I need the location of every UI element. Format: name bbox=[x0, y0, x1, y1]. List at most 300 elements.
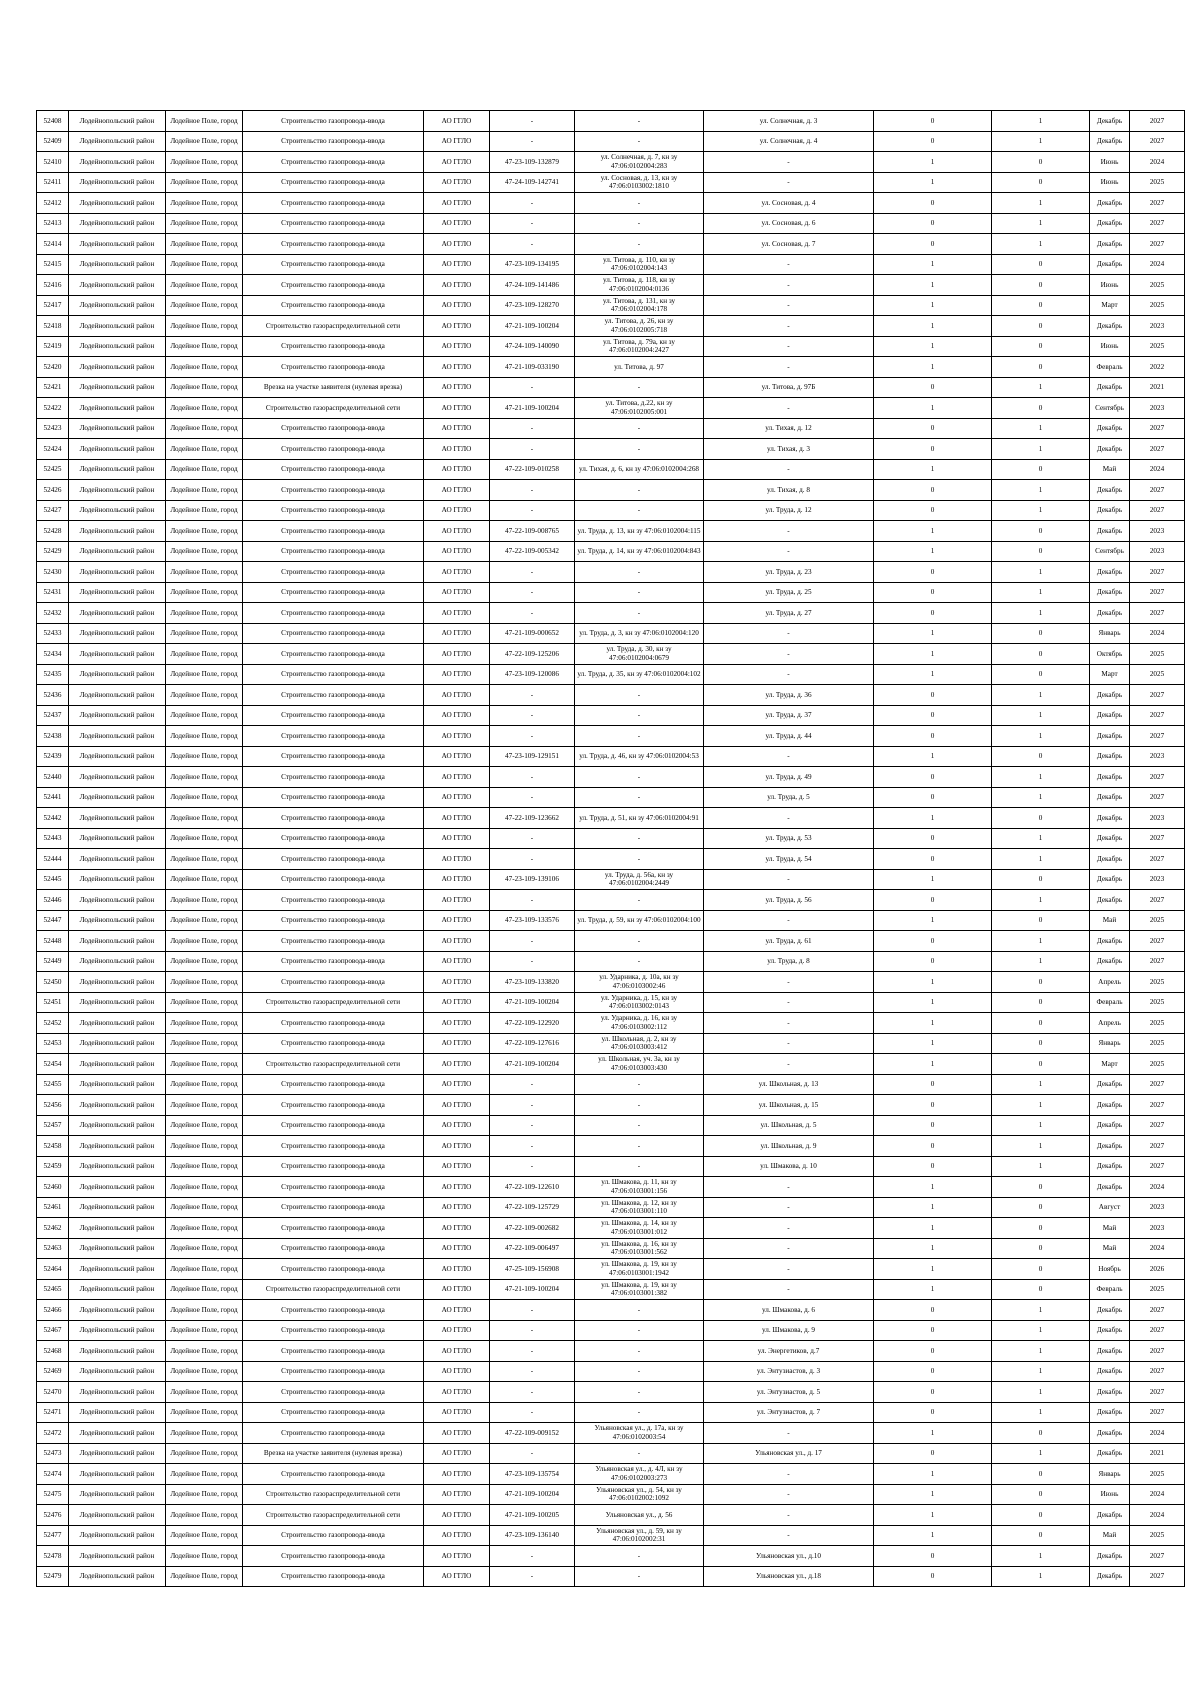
year-cell: 2027 bbox=[1130, 951, 1185, 972]
registered-address-cell: ул. Титова, д.22, кн зу 47:06:0102005:001 bbox=[575, 398, 704, 419]
district-cell: Лодейнопольский район bbox=[69, 1505, 166, 1526]
document-page bbox=[36, 110, 1164, 1587]
connected-count-cell: 0 bbox=[874, 213, 992, 234]
table-row bbox=[37, 213, 1185, 234]
work-type-cell: Строительство газопровода-ввода bbox=[243, 808, 424, 829]
work-type-cell: Строительство газопровода-ввода bbox=[243, 1136, 424, 1157]
district-cell: Лодейнопольский район bbox=[69, 111, 166, 132]
district-cell: Лодейнопольский район bbox=[69, 808, 166, 829]
planned-count-cell: 0 bbox=[992, 357, 1090, 378]
application-number-cell: - bbox=[490, 234, 575, 255]
organization-cell: АО ГГЛО bbox=[424, 521, 490, 542]
work-type-cell: Врезка на участке заявителя (нулевая врезка) bbox=[243, 377, 424, 398]
row-number-cell: 52435 bbox=[37, 664, 69, 685]
month-cell: Декабрь bbox=[1090, 1074, 1130, 1095]
month-cell: Декабрь bbox=[1090, 439, 1130, 460]
table-row bbox=[37, 275, 1185, 296]
application-number-cell: 47-22-109-005342 bbox=[490, 541, 575, 562]
table-row bbox=[37, 111, 1185, 132]
district-cell: Лодейнопольский район bbox=[69, 152, 166, 173]
settlement-cell: Лодейное Поле, город bbox=[166, 1320, 243, 1341]
work-type-cell: Строительство газопровода-ввода bbox=[243, 705, 424, 726]
connected-count-cell: 0 bbox=[874, 951, 992, 972]
registered-address-cell: - bbox=[575, 1443, 704, 1464]
row-number-cell: 52456 bbox=[37, 1095, 69, 1116]
organization-cell: АО ГГЛО bbox=[424, 1156, 490, 1177]
year-cell: 2027 bbox=[1130, 1156, 1185, 1177]
month-cell: Декабрь bbox=[1090, 377, 1130, 398]
month-cell: Декабрь bbox=[1090, 890, 1130, 911]
settlement-cell: Лодейное Поле, город bbox=[166, 808, 243, 829]
registered-address-cell: - bbox=[575, 787, 704, 808]
planned-count-cell: 1 bbox=[992, 213, 1090, 234]
registered-address-cell: ул. Труда, д. 59, кн зу 47:06:0102004:100 bbox=[575, 910, 704, 931]
settlement-cell: Лодейное Поле, город bbox=[166, 418, 243, 439]
month-cell: Декабрь bbox=[1090, 418, 1130, 439]
table-row bbox=[37, 1115, 1185, 1136]
planned-address-cell: - bbox=[704, 295, 874, 316]
organization-cell: АО ГГЛО bbox=[424, 705, 490, 726]
planned-count-cell: 0 bbox=[992, 398, 1090, 419]
year-cell: 2025 bbox=[1130, 992, 1185, 1013]
work-type-cell: Строительство газопровода-ввода bbox=[243, 582, 424, 603]
application-number-cell: - bbox=[490, 213, 575, 234]
registered-address-cell: - bbox=[575, 705, 704, 726]
registered-address-cell: - bbox=[575, 603, 704, 624]
year-cell: 2027 bbox=[1130, 767, 1185, 788]
district-cell: Лодейнопольский район bbox=[69, 787, 166, 808]
table-row bbox=[37, 1566, 1185, 1587]
organization-cell: АО ГГЛО bbox=[424, 1484, 490, 1505]
table-row bbox=[37, 1341, 1185, 1362]
district-cell: Лодейнопольский район bbox=[69, 1259, 166, 1280]
registered-address-cell: ул. Труда, д. 46, кн зу 47:06:0102004:53 bbox=[575, 746, 704, 767]
registered-address-cell: ул. Шмакова, д. 12, кн зу 47:06:0103001:110 bbox=[575, 1197, 704, 1218]
planned-address-cell: - bbox=[704, 459, 874, 480]
work-type-cell: Строительство газопровода-ввода bbox=[243, 1197, 424, 1218]
organization-cell: АО ГГЛО bbox=[424, 726, 490, 747]
planned-count-cell: 1 bbox=[992, 193, 1090, 214]
registered-address-cell: - bbox=[575, 828, 704, 849]
table-row bbox=[37, 910, 1185, 931]
work-type-cell: Строительство газопровода-ввода bbox=[243, 890, 424, 911]
row-number-cell: 52436 bbox=[37, 685, 69, 706]
planned-address-cell: - bbox=[704, 336, 874, 357]
settlement-cell: Лодейное Поле, город bbox=[166, 1566, 243, 1587]
application-number-cell: - bbox=[490, 439, 575, 460]
connected-count-cell: 0 bbox=[874, 1115, 992, 1136]
row-number-cell: 52422 bbox=[37, 398, 69, 419]
connected-count-cell: 1 bbox=[874, 1279, 992, 1300]
registered-address-cell: ул. Труда, д. 56а, кн зу 47:06:0102004:2449 bbox=[575, 869, 704, 890]
organization-cell: АО ГГЛО bbox=[424, 1218, 490, 1239]
planned-count-cell: 1 bbox=[992, 1546, 1090, 1567]
settlement-cell: Лодейное Поле, город bbox=[166, 623, 243, 644]
planned-count-cell: 1 bbox=[992, 1320, 1090, 1341]
year-cell: 2027 bbox=[1130, 1300, 1185, 1321]
organization-cell: АО ГГЛО bbox=[424, 1033, 490, 1054]
month-cell: Декабрь bbox=[1090, 1382, 1130, 1403]
row-number-cell: 52454 bbox=[37, 1054, 69, 1075]
planned-count-cell: 0 bbox=[992, 1013, 1090, 1034]
table-row bbox=[37, 705, 1185, 726]
table-row bbox=[37, 623, 1185, 644]
table-row bbox=[37, 357, 1185, 378]
registered-address-cell: - bbox=[575, 439, 704, 460]
district-cell: Лодейнопольский район bbox=[69, 746, 166, 767]
connected-count-cell: 0 bbox=[874, 480, 992, 501]
row-number-cell: 52423 bbox=[37, 418, 69, 439]
planned-address-cell: - bbox=[704, 1197, 874, 1218]
planned-count-cell: 0 bbox=[992, 623, 1090, 644]
settlement-cell: Лодейное Поле, город bbox=[166, 357, 243, 378]
year-cell: 2027 bbox=[1130, 1136, 1185, 1157]
year-cell: 2027 bbox=[1130, 1095, 1185, 1116]
connected-count-cell: 0 bbox=[874, 111, 992, 132]
registered-address-cell: - bbox=[575, 1546, 704, 1567]
table-body bbox=[37, 111, 1185, 1587]
connected-count-cell: 1 bbox=[874, 254, 992, 275]
connected-count-cell: 1 bbox=[874, 1505, 992, 1526]
connected-count-cell: 1 bbox=[874, 1054, 992, 1075]
connected-count-cell: 1 bbox=[874, 664, 992, 685]
month-cell: Июнь bbox=[1090, 336, 1130, 357]
registered-address-cell: ул. Труда, д. 51, кн зу 47:06:0102004:91 bbox=[575, 808, 704, 829]
year-cell: 2024 bbox=[1130, 254, 1185, 275]
year-cell: 2024 bbox=[1130, 623, 1185, 644]
work-type-cell: Строительство газопровода-ввода bbox=[243, 1382, 424, 1403]
connected-count-cell: 0 bbox=[874, 1361, 992, 1382]
settlement-cell: Лодейное Поле, город bbox=[166, 992, 243, 1013]
table-row bbox=[37, 172, 1185, 193]
district-cell: Лодейнопольский район bbox=[69, 562, 166, 583]
registered-address-cell: - bbox=[575, 726, 704, 747]
organization-cell: АО ГГЛО bbox=[424, 459, 490, 480]
application-number-cell: 47-23-109-136140 bbox=[490, 1525, 575, 1546]
work-type-cell: Строительство газопровода-ввода bbox=[243, 275, 424, 296]
work-type-cell: Строительство газопровода-ввода bbox=[243, 1095, 424, 1116]
work-type-cell: Строительство газопровода-ввода bbox=[243, 213, 424, 234]
work-type-cell: Строительство газопровода-ввода bbox=[243, 1320, 424, 1341]
table-row bbox=[37, 1054, 1185, 1075]
application-number-cell: - bbox=[490, 931, 575, 952]
work-type-cell: Строительство газопровода-ввода bbox=[243, 500, 424, 521]
settlement-cell: Лодейное Поле, город bbox=[166, 521, 243, 542]
connected-count-cell: 1 bbox=[874, 1218, 992, 1239]
connected-count-cell: 1 bbox=[874, 521, 992, 542]
planned-count-cell: 1 bbox=[992, 377, 1090, 398]
month-cell: Декабрь bbox=[1090, 705, 1130, 726]
application-number-cell: 47-22-109-122610 bbox=[490, 1177, 575, 1198]
month-cell: Декабрь bbox=[1090, 1300, 1130, 1321]
work-type-cell: Строительство газопровода-ввода bbox=[243, 1033, 424, 1054]
district-cell: Лодейнопольский район bbox=[69, 972, 166, 993]
year-cell: 2027 bbox=[1130, 931, 1185, 952]
month-cell: Декабрь bbox=[1090, 1177, 1130, 1198]
month-cell: Май bbox=[1090, 1525, 1130, 1546]
registered-address-cell: - bbox=[575, 131, 704, 152]
planned-address-cell: ул. Труда, д. 44 bbox=[704, 726, 874, 747]
registered-address-cell: ул. Титова, д. 26, кн зу 47:06:0102005:718 bbox=[575, 316, 704, 337]
registered-address-cell: ул. Сосновая, д. 13, кн зу 47:06:0103002:1810 bbox=[575, 172, 704, 193]
row-number-cell: 52439 bbox=[37, 746, 69, 767]
district-cell: Лодейнопольский район bbox=[69, 931, 166, 952]
work-type-cell: Строительство газопровода-ввода bbox=[243, 767, 424, 788]
registered-address-cell: ул. Титова, д. 79а, кн зу 47:06:0102004:2427 bbox=[575, 336, 704, 357]
row-number-cell: 52412 bbox=[37, 193, 69, 214]
planned-address-cell: - bbox=[704, 1423, 874, 1444]
district-cell: Лодейнопольский район bbox=[69, 172, 166, 193]
district-cell: Лодейнопольский район bbox=[69, 1443, 166, 1464]
year-cell: 2023 bbox=[1130, 746, 1185, 767]
connected-count-cell: 0 bbox=[874, 1402, 992, 1423]
table-row bbox=[37, 1525, 1185, 1546]
planned-count-cell: 1 bbox=[992, 603, 1090, 624]
organization-cell: АО ГГЛО bbox=[424, 1382, 490, 1403]
settlement-cell: Лодейное Поле, город bbox=[166, 664, 243, 685]
month-cell: Март bbox=[1090, 1054, 1130, 1075]
organization-cell: АО ГГЛО bbox=[424, 808, 490, 829]
district-cell: Лодейнопольский район bbox=[69, 295, 166, 316]
work-type-cell: Строительство газопровода-ввода bbox=[243, 849, 424, 870]
table-row bbox=[37, 152, 1185, 173]
planned-address-cell: ул. Солнечная, д. 3 bbox=[704, 111, 874, 132]
table-row bbox=[37, 500, 1185, 521]
planned-count-cell: 0 bbox=[992, 972, 1090, 993]
planned-count-cell: 1 bbox=[992, 480, 1090, 501]
application-number-cell: - bbox=[490, 1402, 575, 1423]
planned-address-cell: - bbox=[704, 746, 874, 767]
month-cell: Июнь bbox=[1090, 152, 1130, 173]
year-cell: 2027 bbox=[1130, 1074, 1185, 1095]
registered-address-cell: - bbox=[575, 849, 704, 870]
planned-address-cell: ул. Труда, д. 49 bbox=[704, 767, 874, 788]
planned-address-cell: - bbox=[704, 1484, 874, 1505]
row-number-cell: 52430 bbox=[37, 562, 69, 583]
settlement-cell: Лодейное Поле, город bbox=[166, 787, 243, 808]
settlement-cell: Лодейное Поле, город bbox=[166, 213, 243, 234]
table-row bbox=[37, 398, 1185, 419]
year-cell: 2027 bbox=[1130, 603, 1185, 624]
month-cell: Декабрь bbox=[1090, 316, 1130, 337]
table-row bbox=[37, 1156, 1185, 1177]
row-number-cell: 52475 bbox=[37, 1484, 69, 1505]
year-cell: 2027 bbox=[1130, 890, 1185, 911]
district-cell: Лодейнопольский район bbox=[69, 1095, 166, 1116]
organization-cell: АО ГГЛО bbox=[424, 1566, 490, 1587]
application-number-cell: 47-21-109-100204 bbox=[490, 1484, 575, 1505]
settlement-cell: Лодейное Поле, город bbox=[166, 746, 243, 767]
year-cell: 2025 bbox=[1130, 1013, 1185, 1034]
year-cell: 2025 bbox=[1130, 1054, 1185, 1075]
planned-address-cell: - bbox=[704, 1054, 874, 1075]
planned-count-cell: 1 bbox=[992, 500, 1090, 521]
planned-count-cell: 1 bbox=[992, 582, 1090, 603]
month-cell: Июнь bbox=[1090, 1484, 1130, 1505]
organization-cell: АО ГГЛО bbox=[424, 787, 490, 808]
work-type-cell: Строительство газопровода-ввода bbox=[243, 931, 424, 952]
table-row bbox=[37, 685, 1185, 706]
month-cell: Декабрь bbox=[1090, 603, 1130, 624]
district-cell: Лодейнопольский район bbox=[69, 1238, 166, 1259]
organization-cell: АО ГГЛО bbox=[424, 992, 490, 1013]
organization-cell: АО ГГЛО bbox=[424, 1361, 490, 1382]
work-type-cell: Строительство газопровода-ввода bbox=[243, 193, 424, 214]
registered-address-cell: ул. Шмакова, д. 11, кн зу 47:06:0103001:156 bbox=[575, 1177, 704, 1198]
month-cell: Ноябрь bbox=[1090, 1259, 1130, 1280]
district-cell: Лодейнопольский район bbox=[69, 1033, 166, 1054]
row-number-cell: 52462 bbox=[37, 1218, 69, 1239]
month-cell: Декабрь bbox=[1090, 746, 1130, 767]
table-row bbox=[37, 1361, 1185, 1382]
planned-count-cell: 0 bbox=[992, 664, 1090, 685]
application-number-cell: 47-21-109-000652 bbox=[490, 623, 575, 644]
application-number-cell: 47-24-109-142741 bbox=[490, 172, 575, 193]
work-type-cell: Строительство газопровода-ввода bbox=[243, 972, 424, 993]
settlement-cell: Лодейное Поле, город bbox=[166, 644, 243, 665]
registered-address-cell: - bbox=[575, 1566, 704, 1587]
planned-address-cell: - bbox=[704, 541, 874, 562]
planned-address-cell: ул. Труда, д. 5 bbox=[704, 787, 874, 808]
settlement-cell: Лодейное Поле, город bbox=[166, 1443, 243, 1464]
connected-count-cell: 0 bbox=[874, 1382, 992, 1403]
table-row bbox=[37, 603, 1185, 624]
planned-address-cell: ул. Школьная, д. 15 bbox=[704, 1095, 874, 1116]
planned-count-cell: 1 bbox=[992, 931, 1090, 952]
connected-count-cell: 0 bbox=[874, 787, 992, 808]
table-row bbox=[37, 1013, 1185, 1034]
organization-cell: АО ГГЛО bbox=[424, 439, 490, 460]
row-number-cell: 52429 bbox=[37, 541, 69, 562]
row-number-cell: 52479 bbox=[37, 1566, 69, 1587]
table-row bbox=[37, 459, 1185, 480]
planned-address-cell: - bbox=[704, 1033, 874, 1054]
table-row bbox=[37, 418, 1185, 439]
year-cell: 2023 bbox=[1130, 1218, 1185, 1239]
planned-count-cell: 1 bbox=[992, 439, 1090, 460]
row-number-cell: 52478 bbox=[37, 1546, 69, 1567]
planned-address-cell: ул. Труда, д. 61 bbox=[704, 931, 874, 952]
connected-count-cell: 1 bbox=[874, 746, 992, 767]
district-cell: Лодейнопольский район bbox=[69, 213, 166, 234]
district-cell: Лодейнопольский район bbox=[69, 664, 166, 685]
registered-address-cell: - bbox=[575, 1074, 704, 1095]
planned-address-cell: - bbox=[704, 644, 874, 665]
planned-address-cell: ул. Шмакова, д. 9 bbox=[704, 1320, 874, 1341]
organization-cell: АО ГГЛО bbox=[424, 849, 490, 870]
registered-address-cell: - bbox=[575, 1361, 704, 1382]
registered-address-cell: - bbox=[575, 1341, 704, 1362]
planned-address-cell: ул. Труда, д. 23 bbox=[704, 562, 874, 583]
settlement-cell: Лодейное Поле, город bbox=[166, 1525, 243, 1546]
organization-cell: АО ГГЛО bbox=[424, 972, 490, 993]
work-type-cell: Строительство газопровода-ввода bbox=[243, 1423, 424, 1444]
district-cell: Лодейнопольский район bbox=[69, 582, 166, 603]
planned-address-cell: - bbox=[704, 1525, 874, 1546]
table-row bbox=[37, 1259, 1185, 1280]
organization-cell: АО ГГЛО bbox=[424, 828, 490, 849]
application-number-cell: - bbox=[490, 377, 575, 398]
planned-address-cell: ул. Труда, д. 27 bbox=[704, 603, 874, 624]
application-number-cell: - bbox=[490, 951, 575, 972]
planned-count-cell: 1 bbox=[992, 1136, 1090, 1157]
table-row bbox=[37, 1505, 1185, 1526]
work-type-cell: Строительство газопровода-ввода bbox=[243, 869, 424, 890]
connected-count-cell: 0 bbox=[874, 562, 992, 583]
row-number-cell: 52474 bbox=[37, 1464, 69, 1485]
application-number-cell: - bbox=[490, 1300, 575, 1321]
work-type-cell: Строительство газопровода-ввода bbox=[243, 234, 424, 255]
connected-count-cell: 0 bbox=[874, 1136, 992, 1157]
work-type-cell: Строительство газопровода-ввода bbox=[243, 521, 424, 542]
application-number-cell: 47-22-109-127616 bbox=[490, 1033, 575, 1054]
month-cell: Февраль bbox=[1090, 357, 1130, 378]
planned-address-cell: - bbox=[704, 992, 874, 1013]
planned-count-cell: 1 bbox=[992, 1402, 1090, 1423]
district-cell: Лодейнопольский район bbox=[69, 1382, 166, 1403]
planned-count-cell: 0 bbox=[992, 336, 1090, 357]
table-row bbox=[37, 234, 1185, 255]
table-row bbox=[37, 541, 1185, 562]
planned-address-cell: ул. Школьная, д. 13 bbox=[704, 1074, 874, 1095]
planned-address-cell: ул. Энтузиастов, д. 3 bbox=[704, 1361, 874, 1382]
connected-count-cell: 1 bbox=[874, 336, 992, 357]
registered-address-cell: - bbox=[575, 562, 704, 583]
registered-address-cell: ул. Труда, д. 13, кн зу 47:06:0102004:115 bbox=[575, 521, 704, 542]
planned-count-cell: 0 bbox=[992, 1259, 1090, 1280]
organization-cell: АО ГГЛО bbox=[424, 767, 490, 788]
connected-count-cell: 1 bbox=[874, 459, 992, 480]
settlement-cell: Лодейное Поле, город bbox=[166, 254, 243, 275]
work-type-cell: Строительство газопровода-ввода bbox=[243, 1074, 424, 1095]
table-row bbox=[37, 828, 1185, 849]
row-number-cell: 52451 bbox=[37, 992, 69, 1013]
work-type-cell: Строительство газопровода-ввода bbox=[243, 1525, 424, 1546]
organization-cell: АО ГГЛО bbox=[424, 582, 490, 603]
row-number-cell: 52441 bbox=[37, 787, 69, 808]
year-cell: 2025 bbox=[1130, 336, 1185, 357]
registered-address-cell: - bbox=[575, 1095, 704, 1116]
settlement-cell: Лодейное Поле, город bbox=[166, 972, 243, 993]
month-cell: Январь bbox=[1090, 1464, 1130, 1485]
work-type-cell: Строительство газораспределительной сети bbox=[243, 316, 424, 337]
connected-count-cell: 1 bbox=[874, 152, 992, 173]
year-cell: 2027 bbox=[1130, 193, 1185, 214]
month-cell: Февраль bbox=[1090, 1279, 1130, 1300]
month-cell: Декабрь bbox=[1090, 131, 1130, 152]
settlement-cell: Лодейное Поле, город bbox=[166, 1218, 243, 1239]
month-cell: Декабрь bbox=[1090, 869, 1130, 890]
registered-address-cell: ул. Титова, д. 97 bbox=[575, 357, 704, 378]
year-cell: 2023 bbox=[1130, 521, 1185, 542]
district-cell: Лодейнопольский район bbox=[69, 234, 166, 255]
connected-count-cell: 1 bbox=[874, 869, 992, 890]
organization-cell: АО ГГЛО bbox=[424, 316, 490, 337]
settlement-cell: Лодейное Поле, город bbox=[166, 541, 243, 562]
connected-count-cell: 1 bbox=[874, 1033, 992, 1054]
planned-count-cell: 1 bbox=[992, 234, 1090, 255]
connected-count-cell: 0 bbox=[874, 234, 992, 255]
table-row bbox=[37, 972, 1185, 993]
month-cell: Апрель bbox=[1090, 972, 1130, 993]
month-cell: Декабрь bbox=[1090, 685, 1130, 706]
table-row bbox=[37, 992, 1185, 1013]
planned-address-cell: ул. Школьная, д. 9 bbox=[704, 1136, 874, 1157]
organization-cell: АО ГГЛО bbox=[424, 541, 490, 562]
registered-address-cell: - bbox=[575, 193, 704, 214]
organization-cell: АО ГГЛО bbox=[424, 1300, 490, 1321]
planned-address-cell: - bbox=[704, 275, 874, 296]
